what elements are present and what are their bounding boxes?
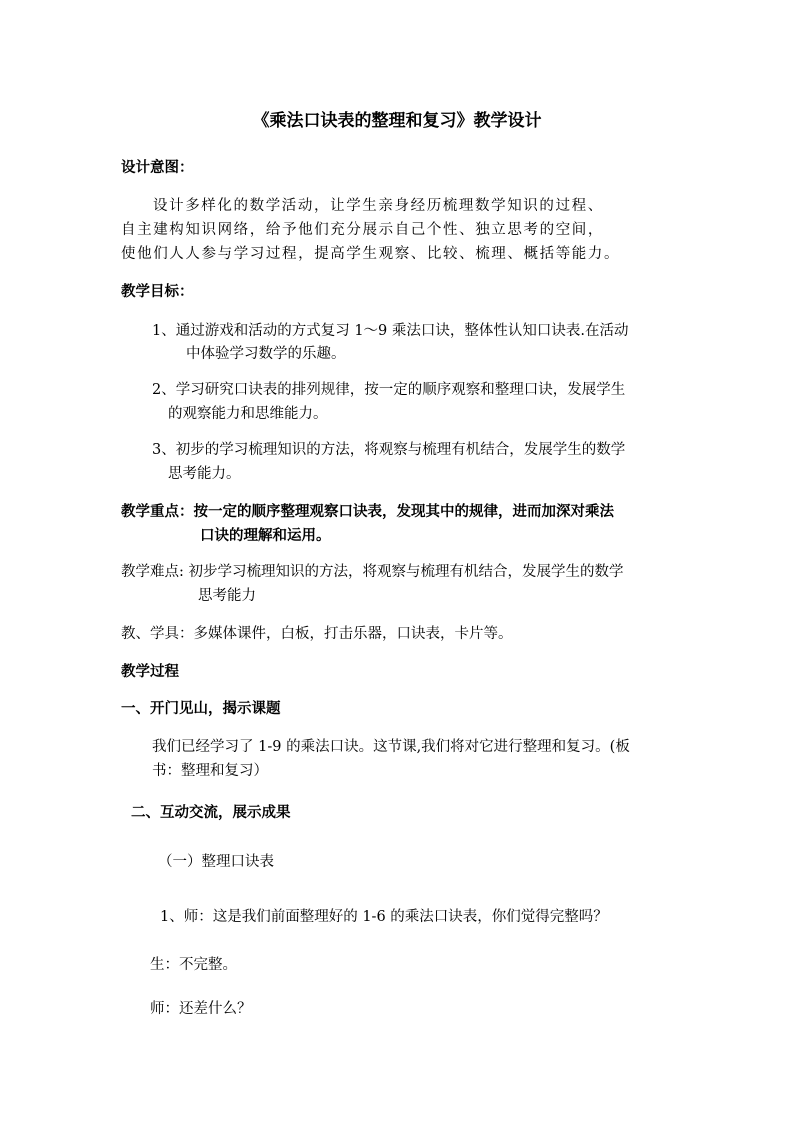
goal-item-2-line-1: 2、学习研究口诀表的排列规律，按一定的顺序观察和整理口诀，发展学生 [152, 382, 626, 398]
goals-heading: 教学目标： [121, 283, 194, 300]
section-2-heading: 二、互动交流，展示成果 [131, 804, 291, 821]
dialogue-question-2: 师：还差什么？ [150, 1001, 252, 1017]
dialogue-question-1: 1、师：这是我们前面整理好的 1-6 的乘法口诀表，你们觉得完整吗？ [160, 909, 608, 925]
goal-item-1-line-2: 中体验学习数学的乐趣。 [186, 346, 346, 362]
section-1-line-2: 书：整理和复习） [152, 763, 268, 779]
key-point-line-1: 教学重点：按一定的顺序整理观察口诀表，发现其中的规律，进而加深对乘法 [121, 503, 614, 520]
difficulty-line-2: 思考能力 [198, 588, 256, 604]
design-intent-line-2: 自主建构知识网络，给予他们充分展示自己个性、独立思考的空间， [121, 222, 604, 238]
dialogue-answer-1: 生：不完整。 [150, 957, 237, 973]
goal-item-1-line-1: 1、通过游戏和活动的方式复习 1～9 乘法口诀，整体性认知口诀表.在活动 [152, 323, 629, 339]
section-1-heading: 一、开门见山，揭示课题 [121, 700, 281, 717]
page-title: 《乘法口诀表的整理和复习》教学设计 [252, 111, 542, 131]
section-1-line-1: 我们已经学习了 1-9 的乘法口诀。这节课,我们将对它进行整理和复习。(板 [152, 739, 630, 755]
goal-item-2-line-2: 的观察能力和思维能力。 [168, 406, 328, 422]
process-heading: 教学过程 [121, 663, 179, 680]
difficulty-line-1: 教学难点: 初步学习梳理知识的方法，将观察与梳理有机结合，发展学生的数学 [121, 564, 624, 580]
tools-line: 教、学具：多媒体课件，白板，打击乐器，口诀表，卡片等。 [121, 626, 513, 642]
goal-item-3-line-2: 思考能力。 [168, 466, 241, 482]
design-intent-line-3: 使他们人人参与学习过程，提高学生观察、比较、梳理、概括等能力。 [121, 246, 621, 262]
goal-item-3-line-1: 3、初步的学习梳理知识的方法，将观察与梳理有机结合，发展学生的数学 [152, 442, 626, 458]
design-intent-line-1: 设计多样化的数学活动，让学生亲身经历梳理数学知识的过程、 [153, 198, 604, 214]
key-point-line-2: 口诀的理解和运用。 [200, 527, 331, 544]
section-2-subheading: （一）整理口诀表 [158, 854, 274, 870]
design-intent-heading: 设计意图： [121, 159, 194, 176]
